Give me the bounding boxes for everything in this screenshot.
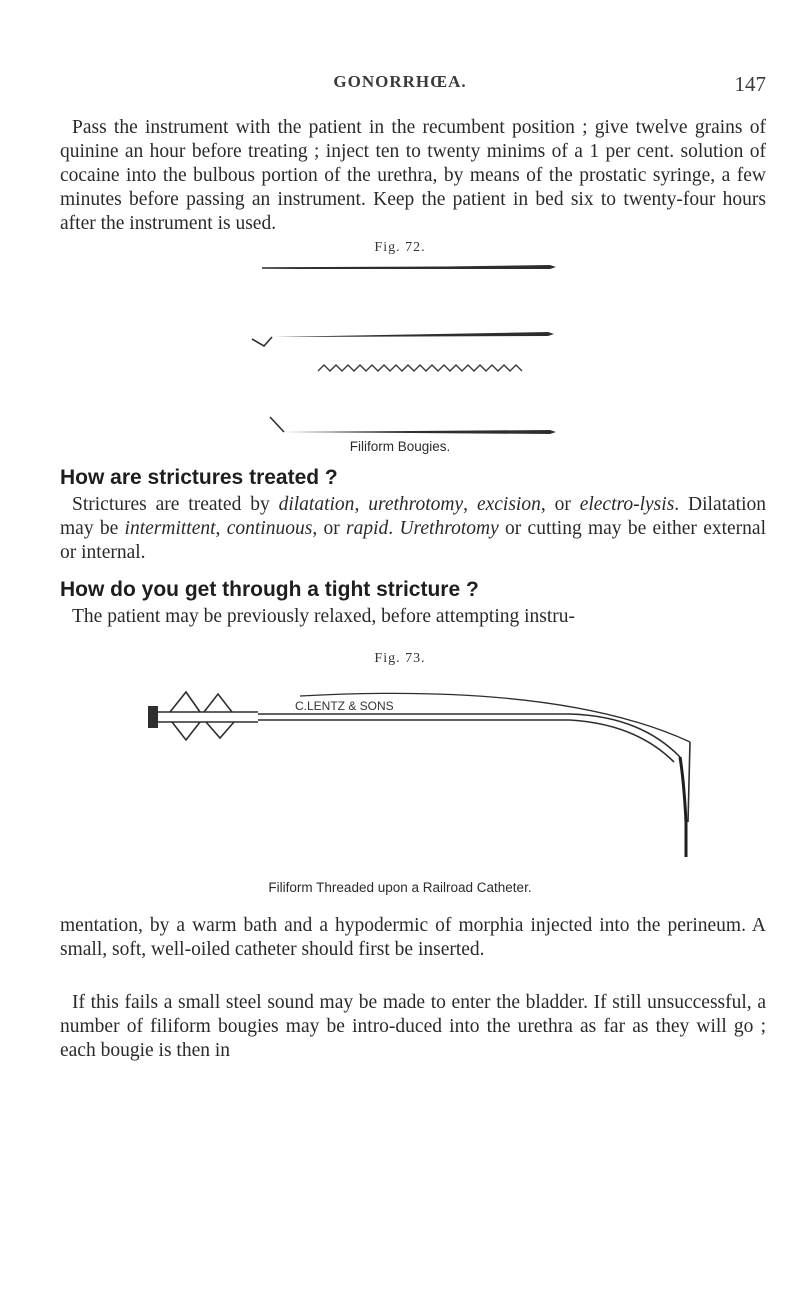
filiform-bougie (680, 757, 686, 857)
page-number: 147 (734, 72, 766, 96)
question-heading-strictures: How are strictures treated ? (60, 466, 338, 489)
figure-72-label: Fig. 72. (374, 240, 426, 255)
bougie-bent-tip (252, 332, 554, 346)
figure-72-caption: Filiform Bougies. (349, 439, 451, 454)
maker-mark: C.LENTZ & SONS (295, 699, 394, 713)
figure-73-caption: Filiform Threaded upon a Railroad Catheter. (268, 880, 532, 895)
paragraph-tight-stricture-lead: The patient may be previously relaxed, before attempting instru- (72, 606, 576, 627)
running-head: GONORRHŒA. (333, 72, 467, 91)
bougie-spiral (318, 365, 522, 371)
figure-72-illustration (0, 255, 800, 500)
question-heading-tight-stricture: How do you get through a tight stricture ? (60, 578, 479, 601)
page-header (0, 72, 800, 102)
figure-73-label: Fig. 73. (374, 651, 426, 666)
paragraph-mentation: mentation, by a warm bath and a hypodermic of morphia injected into the perineum. A small, soft, well-oiled catheter should first be inserted. (60, 915, 766, 960)
bougie-angled-tip (270, 417, 556, 434)
figure-73-illustration (0, 672, 800, 872)
bougie-straight (260, 265, 556, 269)
paragraph-steel-sound: If this fails a small steel sound may be made to enter the bladder. If still unsuccessful, a number of filiform bougies may be intro-duced into the urethra as far as they will go ; each bougie is then in (60, 992, 766, 1061)
paragraph-stricture-treatment: Strictures are treated by dilatation, urethrotomy, excision, or electro-lysis. Dilatation may be intermittent, continuous, or rapid. Urethrotomy or cutting may be either external or internal. (60, 494, 767, 563)
paragraph-instrument-procedure: Pass the instrument with the patient in the recumbent position ; give twelve grains of quinine an hour before treating ; inject ten to twenty minims of a 1 per cent. solution of cocaine into the bulbous portion of the urethra, by means of the prostatic syringe, a few minutes before passing an instrument. Keep the patient in bed six to twenty-four hours after the instrument is used. (60, 117, 766, 234)
catheter-handle (148, 692, 258, 740)
